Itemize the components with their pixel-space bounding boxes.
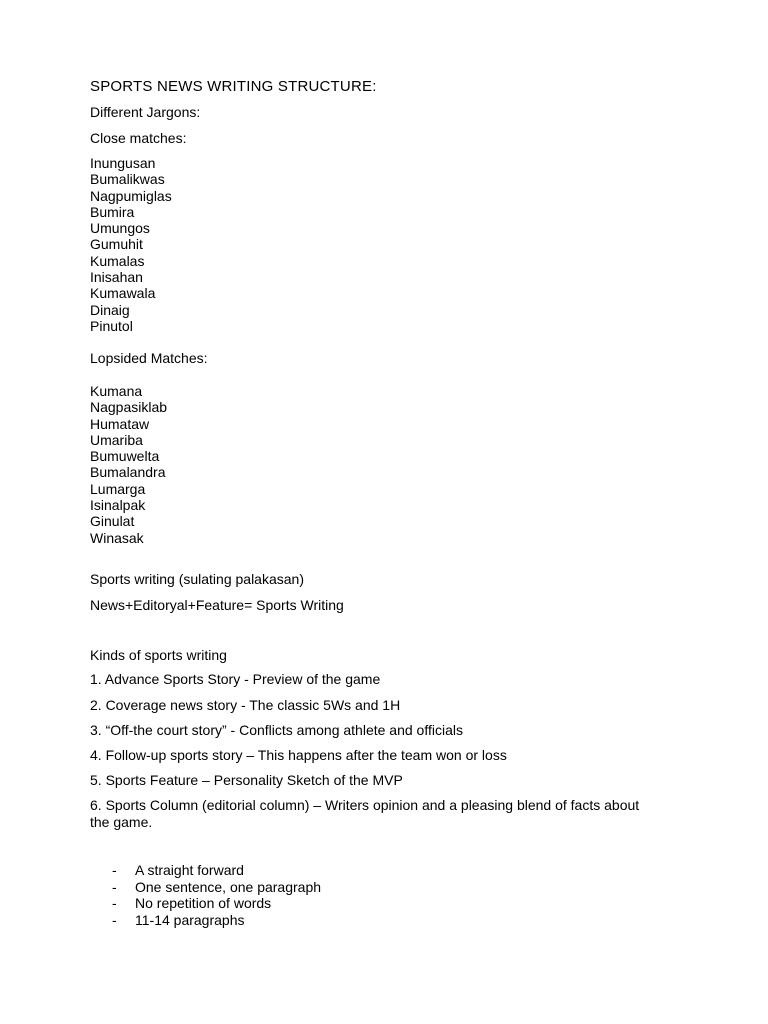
kind-item: 2. Coverage news story - The classic 5Ws and 1H [90,697,401,713]
bullet-text: 11-14 paragraphs [135,911,245,928]
list-item: Inisahan [90,269,143,286]
kind-item: 3. “Off-the court story” - Conflicts among athlete and officials [90,722,463,738]
kind-item: 1. Advance Sports Story - Preview of the game [90,671,381,687]
sports-writing-definition: Sports writing (sulating palakasan) [90,571,304,587]
list-item: Winasak [90,529,144,546]
list-item: Pinutol [90,317,133,334]
bullet-text: One sentence, one paragraph [135,878,322,895]
bullet-dash: - [112,911,117,928]
list-item: Inungusan [90,155,156,171]
bullet-dash: - [112,878,117,895]
close-matches-label: Close matches: [90,130,187,146]
list-item: Isinalpak [90,497,146,514]
lopsided-matches-list [90,383,167,546]
list-item: Ginulat [90,513,135,530]
bullet-text: No repetition of words [135,895,272,911]
bullet-item [112,912,321,929]
sports-writing-formula: News+Editoryal+Feature= Sports Writing [90,597,344,613]
list-item: Dinaig [90,301,130,318]
kind-item: 5. Sports Feature – Personality Sketch of the MVP [90,772,403,788]
list-item: Kumalas [90,252,145,269]
list-item: Kumana [90,383,143,399]
list-item: Kumawala [90,285,156,302]
kinds-label: Kinds of sports writing [90,647,227,663]
list-item: Bumira [90,203,135,220]
list-item: Humataw [90,415,150,432]
bullet-item [112,879,321,896]
list-item: Bumuwelta [90,448,160,465]
list-item: Nagpasiklab [90,399,168,416]
kind-item: 4. Follow-up sports story – This happens after the team won or loss [90,747,507,763]
bullet-dash: - [112,862,117,878]
bullet-item [112,895,321,912]
list-item: Lumarga [90,480,146,497]
bullet-list [112,862,321,928]
list-item: Bumalikwas [90,171,165,188]
list-item: Umungos [90,220,150,237]
list-item: Bumalandra [90,464,166,481]
kind-item: 6. Sports Column (editorial column) – Writers opinion and a pleasing blend of facts about the game. [90,797,640,830]
bullet-item [112,862,321,879]
lopsided-matches-label: Lopsided Matches: [90,350,208,366]
bullet-dash: - [112,895,117,911]
document-title: SPORTS NEWS WRITING STRUCTURE: [90,78,377,95]
list-item: Umariba [90,431,143,448]
list-item: Nagpumiglas [90,187,172,204]
list-item: Gumuhit [90,236,143,253]
different-jargons-label: Different Jargons: [90,104,201,120]
close-matches-list [90,155,172,334]
bullet-text: A straight forward [135,862,244,878]
